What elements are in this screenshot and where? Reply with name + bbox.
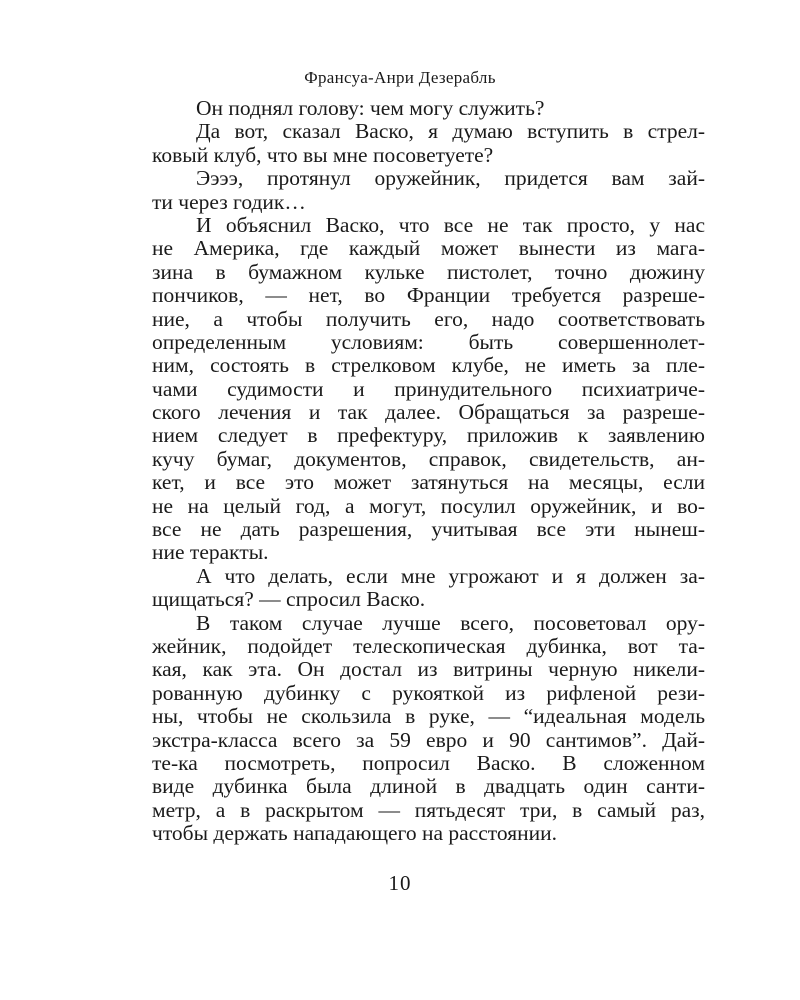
text-line: чами судимости и принудительного психиатриче- (152, 376, 705, 401)
text-line: ним, состоять в стрелковом клубе, не иметь за пле- (152, 353, 705, 378)
text-line: Он поднял голову: чем могу служить? (196, 96, 545, 120)
text-line: зина в бумажном кульке пистолет, точно дюжину (152, 259, 705, 284)
text-line: ти через годик… (152, 189, 306, 214)
text-line: жейник, подойдет телескопическая дубинка, вот та- (152, 633, 705, 658)
text-line: все не дать разрешения, учитывая все эти нынеш- (152, 517, 705, 542)
text-line: Ээээ, протянул оружейник, придется вам зай- (196, 166, 705, 191)
text-line: не на целый год, а могут, посулил оружейник, и во- (152, 493, 705, 518)
text-line: щищаться? — спросил Васко. (152, 587, 426, 612)
text-line: ского лечения и так далее. Обращаться за разреше- (152, 400, 705, 425)
text-line: ние, а чтобы получить его, надо соответствовать (152, 306, 705, 331)
page-number: 10 (388, 871, 412, 895)
text-line: чтобы держать нападающего на расстоянии. (152, 821, 557, 846)
running-head: Франсуа-Анри Дезерабль (304, 68, 496, 87)
text-line: кучу бумаг, документов, справок, свидетельств, ан- (152, 446, 705, 471)
text-line: В таком случае лучше всего, посоветовал ору- (196, 610, 705, 635)
text-line: виде дубинка была длиной в двадцать один санти- (152, 774, 705, 799)
text-line: ковый клуб, что вы мне посоветуете? (152, 142, 494, 167)
text-line: нием следует в префектуру, приложив к заявлению (152, 423, 705, 448)
text-line: не Америка, где каждый может вынести из мага- (152, 236, 705, 261)
text-line: И объяснил Васко, что все не так просто, у нас (196, 212, 705, 237)
text-line: ны, чтобы не скользила в руке, — “идеальная модель (152, 704, 705, 729)
text-line: метр, а в раскрытом — пятьдесят три, в самый раз, (152, 797, 705, 822)
text-line: экстра-класса всего за 59 евро и 90 сантимов”. Дай- (152, 727, 705, 752)
text-line: кет, и все это может затянуться на месяцы, если (152, 470, 705, 495)
text-line: рованную дубинку с рукояткой из рифленой рези- (152, 680, 705, 705)
text-line: кая, как эта. Он достал из витрины черную никели- (152, 657, 705, 682)
text-line: ние теракты. (152, 540, 269, 565)
text-line: А что делать, если мне угрожают и я должен за- (196, 563, 705, 588)
body-text (152, 97, 705, 846)
text-line: Да вот, сказал Васко, я думаю вступить в стрел- (196, 119, 705, 144)
text-line: определенным условиям: быть совершеннолет- (152, 329, 705, 354)
text-line: пончиков, — нет, во Франции требуется разреше- (152, 283, 705, 308)
text-line: те-ка посмотреть, попросил Васко. В сложенном (152, 750, 705, 775)
